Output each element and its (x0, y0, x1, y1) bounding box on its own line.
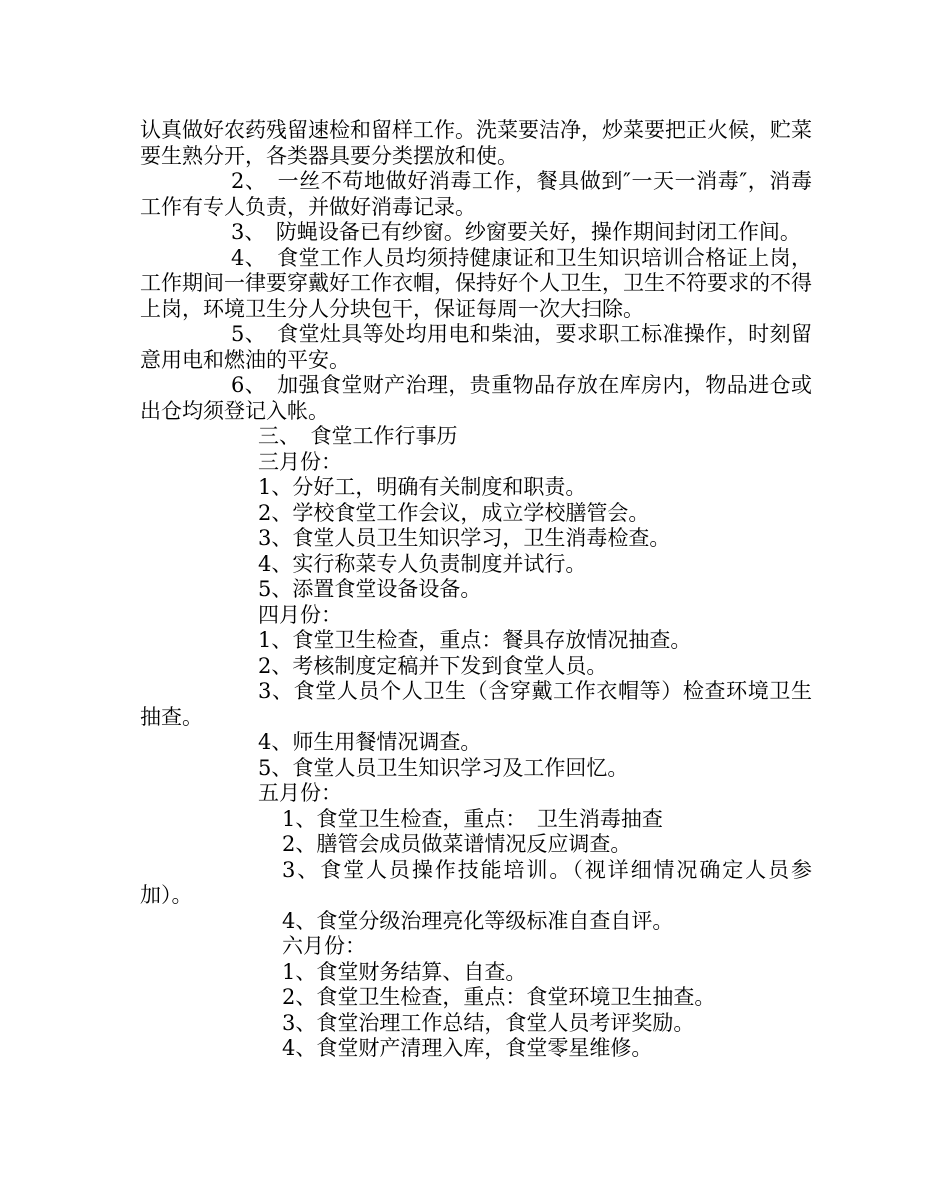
list-item: 2、膳管会成员做菜谱情况反应调查。 (282, 832, 632, 856)
list-item: 1、食堂卫生检查，重点： 卫生消毒抽查 (282, 806, 663, 831)
list-item: 4、食堂分级治理亮化等级标准自查自评。 (282, 908, 674, 933)
list-item: 1、食堂财务结算、自查。 (282, 959, 527, 984)
paragraph-item-5: 5、 食堂灶具等处均用电和柴油，要求职工标准操作，时刻留意用电和燃油的平安。 (140, 322, 812, 372)
paragraph-item-2: 2、 一丝不苟地做好消毒工作，餐具做到″一天一消毒″，消毒工作有专人负责，并做好消毒记录。 (140, 169, 812, 219)
list-item: 4、食堂财产清理入库，食堂零星维修。 (282, 1036, 653, 1060)
list-item: 2、考核制度定稿并下发到食堂人员。 (258, 653, 608, 678)
paragraph-intro: 认真做好农药残留速检和留样工作。洗菜要洁净，炒菜要把正火候，贮菜要生熟分开，各类器具要分类摆放和使。 (140, 118, 812, 168)
list-item: 2、学校食堂工作会议，成立学校膳管会。 (258, 500, 650, 525)
month-heading-march: 三月份： (258, 449, 342, 474)
list-item: 5、添置食堂设备设备。 (258, 577, 482, 601)
paragraph-item-3: 3、 防蝇设备已有纱窗。纱窗要关好，操作期间封闭工作间。 (231, 220, 801, 244)
month-heading-april: 四月份： (258, 602, 342, 627)
document-body (140, 118, 812, 1062)
paragraph-item-4: 4、 食堂工作人员均须持健康证和卫生知识培训合格证上岗，工作期间一律要穿戴好工作衣帽，保持好个人卫生，卫生不符要求的不得上岗，环境卫生分人分块包干，保证每周一次大扫除。 (140, 245, 812, 321)
paragraph-item-6: 6、 加强食堂财产治理，贵重物品存放在库房内，物品进仓或出仓均须登记入帐。 (140, 373, 812, 423)
list-item: 1、食堂卫生检查，重点：餐具存放情况抽查。 (258, 628, 692, 652)
list-item: 3、食堂人员个人卫生（含穿戴工作衣帽等）检查环境卫生抽查。 (140, 679, 812, 729)
list-item: 4、师生用餐情况调查。 (258, 730, 482, 754)
section-heading: 三、 食堂工作行事历 (258, 424, 458, 448)
list-item: 3、食堂人员卫生知识学习，卫生消毒检查。 (258, 526, 671, 550)
list-item: 3、食堂人员操作技能培训。（视详细情况确定人员参加）。 (140, 857, 812, 907)
list-item: 3、食堂治理工作总结，食堂人员考评奖励。 (282, 1010, 695, 1035)
list-item: 4、实行称菜专人负责制度并试行。 (258, 551, 587, 576)
month-heading-june: 六月份： (282, 934, 366, 958)
month-heading-may: 五月份： (258, 781, 342, 805)
list-item: 1、分好工，明确有关制度和职责。 (258, 475, 587, 499)
list-item: 5、食堂人员卫生知识学习及工作回忆。 (258, 755, 629, 780)
list-item: 2、食堂卫生检查，重点：食堂环境卫生抽查。 (282, 985, 716, 1009)
